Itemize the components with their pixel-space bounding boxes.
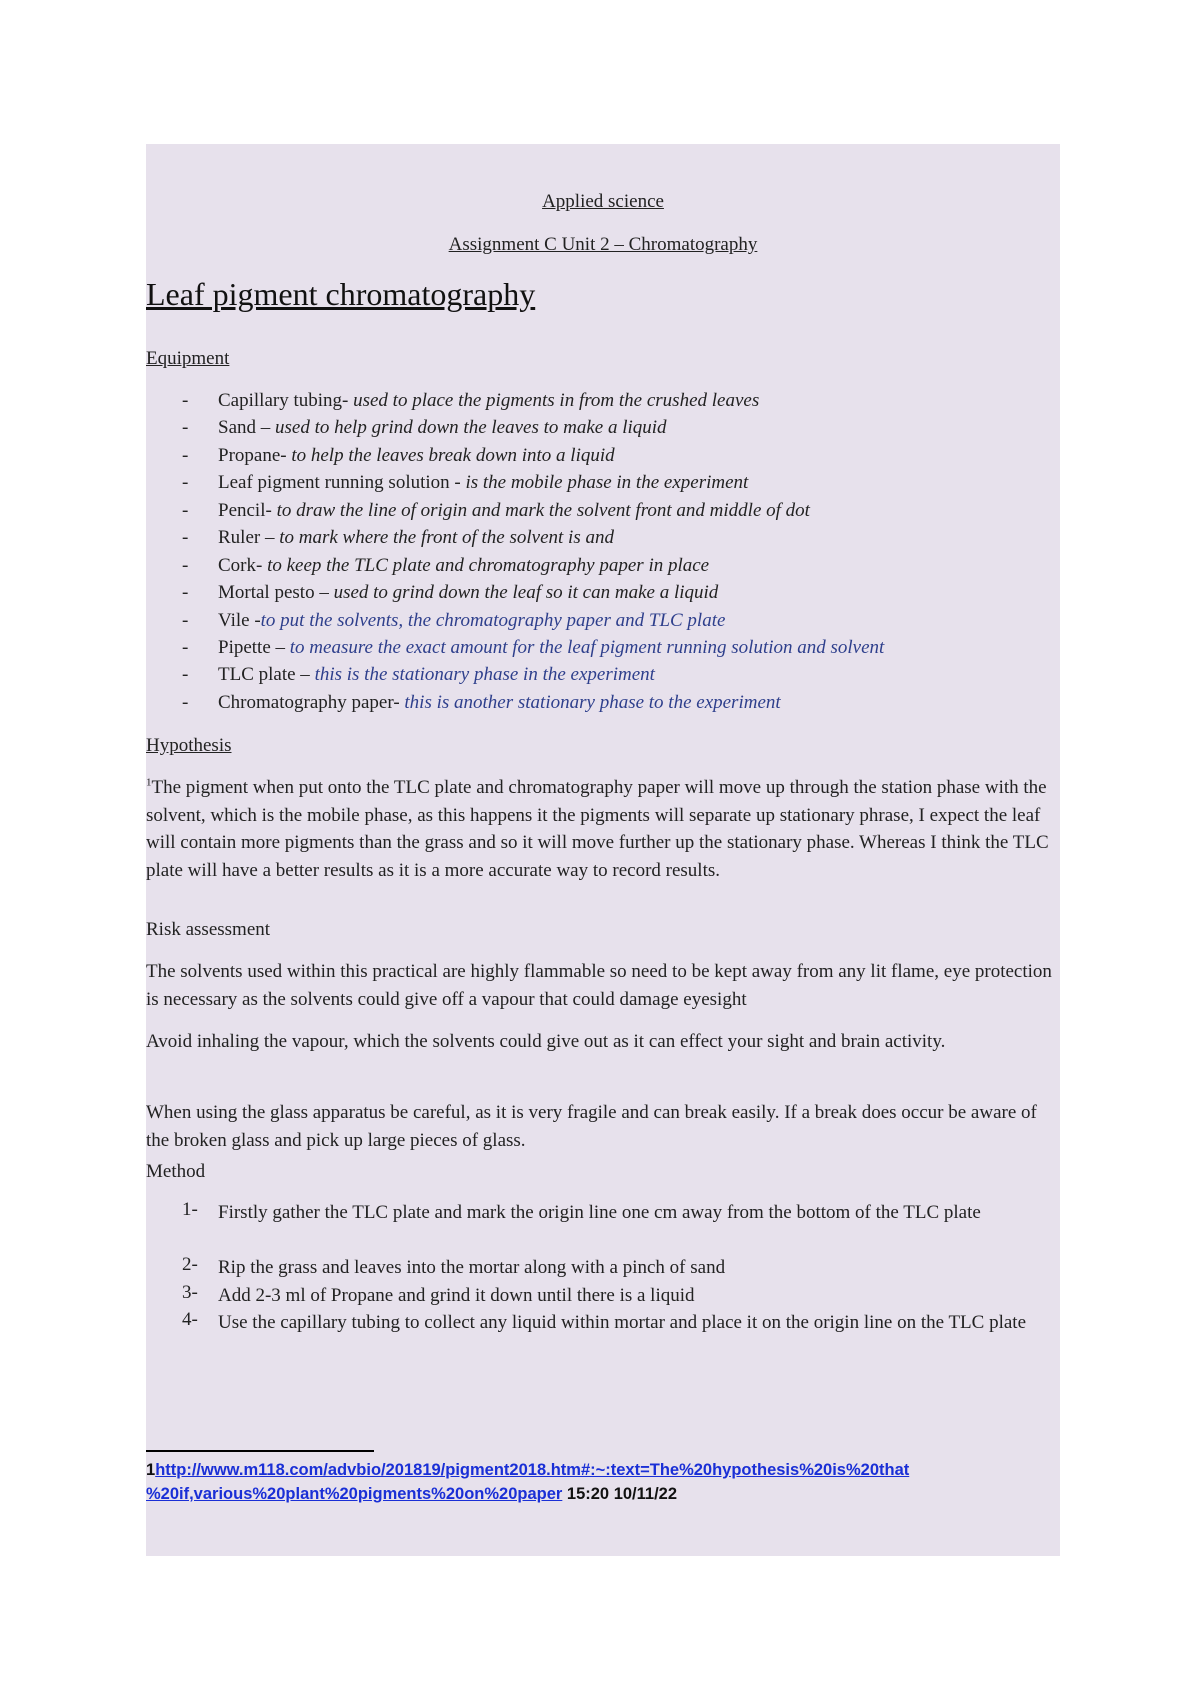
footnote-separator	[146, 1450, 374, 1452]
equipment-heading: Equipment	[146, 348, 230, 369]
hypothesis-heading: Hypothesis	[146, 735, 232, 756]
header-assignment: Assignment C Unit 2 – Chromatography	[448, 234, 758, 255]
risk-paragraph-2: Avoid inhaling the vapour, which the solvents could give out as it can effect your sight and brain activity.	[146, 1031, 946, 1052]
risk-paragraph-3: When using the glass apparatus be careful, as it is very fragile and can break easily. If a break does occur be aware of the broken glass and pick up large pieces of glass.	[146, 1102, 1037, 1151]
method-heading: Method	[146, 1161, 206, 1182]
document-page: Applied science Assignment C Unit 2 – Chromatography Leaf pigment chromatography Equipment - Capillary tubing- used to place the pigments in from the crushed leaves - Sand – used to help grind down the leaves to make a liquid - Propane- to help the leaves break down into a liquid - Leaf pigment running solution - is the mobile phase in the experiment - Pencil- to draw the line of origin and mark the solvent front and middle of dot - Ruler – to mark where the front of the solvent is and - Cork- to keep the TLC plate and chromatography paper in place - Mortal pesto – used to grind down the leaf so it can make a liquid - Vile -to put the solvents, the chromatography paper and TLC plate - Pipette – to measure the exact amount for the leaf pigment running solution and solvent - TLC plate – this is the stationary phase in the experiment - Chromatography paper- this is another stationary phase to the experiment Hypothesis $^1$The pigment when put onto the TLC plate and chromatography paper will move up through the station phase with the solvent, which is the mobile phase, as this happens it the pigments will separate up stationary phrase, I expect the leaf will contain more pigments than the grass and so it will move further up the stationary phase. Whereas I think the TLC plate will have a better results as it is a more accurate way to record results. Risk assessment The solvents used within this practical are highly flammable so need to be kept away from any lit flame, eye protection is necessary as the solvents could give off a vapour that could damage eyesight Avoid inhaling the vapour, which the solvents could give out as it can effect your sight and brain activity. When using the glass apparatus be careful, as it is very fragile and can break easily. If a break does occur be aware of the broken glass and pick up large pieces of glass. Method 1- Firstly gather the TLC plate and mark the origin line one cm away from the bottom of the TLC plate 2- Rip the grass and leaves into the mortar along with a pinch of sand 3- Add 2-3 ml of Propane and grind it down until there is a liquid 4- Use the capillary tubing to collect any liquid within mortar and place it on the origin line on the TLC plate 1http://www.m118.com/advbio/201819/pigment2018.htm#:~:text=The%20hypothesis%20is%20that %20if,various%20plant%20pigments%20on%20paper 15:20 10/11/22	[146, 144, 1060, 1556]
footnote-reference[interactable]: 1	[146, 776, 152, 789]
footnote-number: 1	[146, 1461, 156, 1479]
risk-heading: Risk assessment	[146, 919, 271, 940]
page-title: Leaf pigment chromatography	[146, 276, 536, 312]
footnote-timestamp: 15:20 10/11/22	[562, 1485, 678, 1503]
footnote-link[interactable]: http://www.m118.com/advbio/201819/pigment2018.htm#:~:text=The%20hypothesis%20is%20that %20if,various%20plant%20pigments%20on%20paper	[146, 1461, 910, 1503]
footnote	[146, 1458, 1006, 1506]
header-subject: Applied science	[542, 191, 664, 212]
hypothesis-paragraph: $^1$The pigment when put onto the TLC plate and chromatography paper will move up through the station phase with the solvent, which is the mobile phase, as this happens it the pigments will separate up stationary phrase, I expect the leaf will contain more pigments than the grass and so it will move further up the stationary phase. Whereas I think the TLC plate will have a better results as it is a more accurate way to record results.	[146, 776, 1049, 881]
risk-paragraph-1: The solvents used within this practical are highly flammable so need to be kept away from any lit flame, eye protection is necessary as the solvents could give off a vapour that could damage eyesight	[146, 961, 1052, 1010]
